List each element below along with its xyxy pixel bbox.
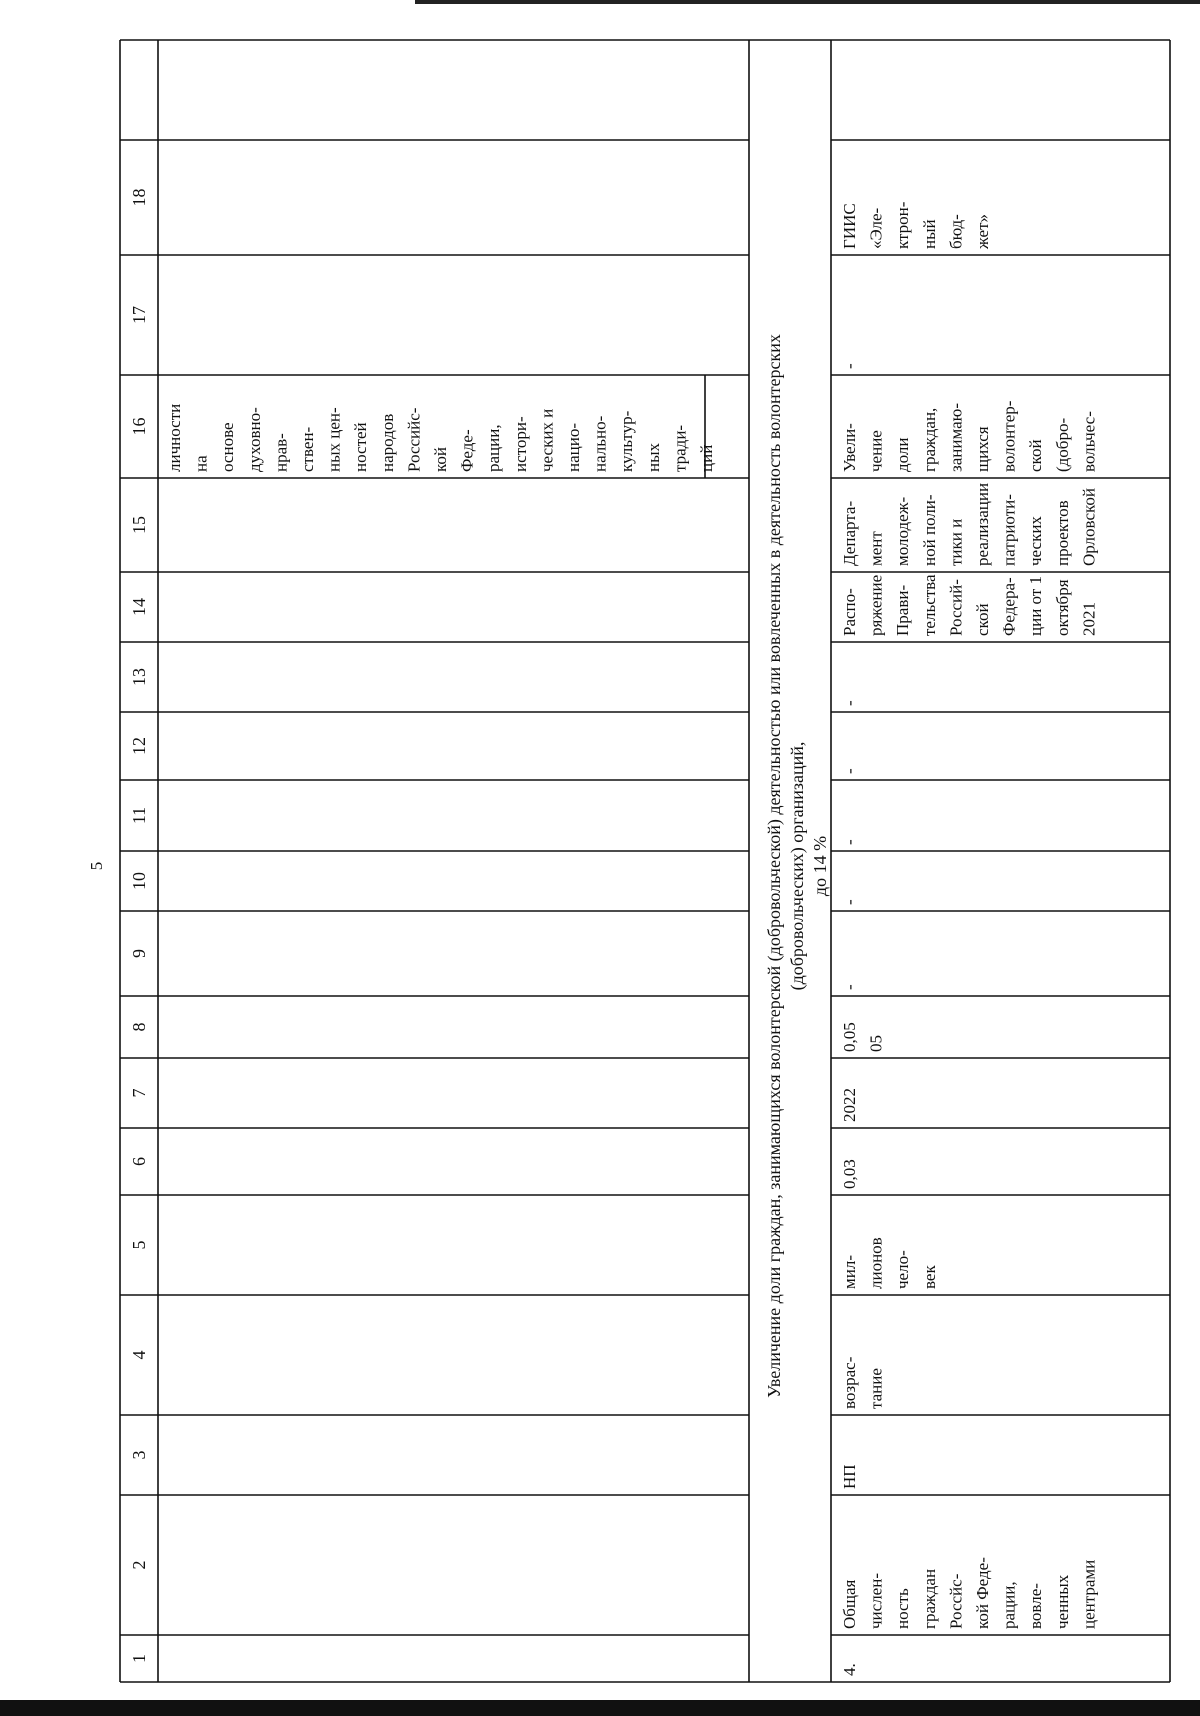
cell-text: - [840, 363, 859, 369]
cell-text: чение [866, 430, 886, 472]
cell-text: чело- [893, 1250, 913, 1289]
cell-text: ской [973, 603, 992, 636]
cell-text: - [840, 839, 859, 845]
cell-text: ций [697, 444, 716, 472]
cell-text: ность [893, 1588, 913, 1629]
cell-text: Россий- [946, 579, 966, 636]
cell-text: ской [1026, 439, 1046, 472]
cell-text: «Эле- [866, 207, 886, 249]
cell-text: Департа- [840, 500, 859, 566]
cell-text: ктрон- [893, 201, 913, 249]
cell-text: ный [919, 219, 939, 249]
section-header-line: до 14 % [810, 835, 830, 897]
cell-text: 2021 [1079, 602, 1099, 636]
cell-text: Общая [840, 1579, 859, 1629]
cell-text: ции от 1 [1026, 576, 1046, 636]
cell-text: проектов [1052, 500, 1072, 566]
column-number: 17 [129, 306, 149, 324]
cell-text: числен- [866, 1573, 886, 1629]
cell-text: рации, [484, 424, 504, 472]
column-number: 13 [129, 668, 149, 686]
cell-text: волонтер- [999, 400, 1019, 472]
column-number: 8 [129, 1022, 149, 1032]
cell-text: возрас- [840, 1356, 859, 1409]
column-number: 9 [129, 949, 149, 958]
cell-text: лионов [866, 1237, 886, 1289]
cell-text: - [840, 984, 859, 990]
cell-text: граждан [919, 1568, 939, 1629]
cell-text: бюд- [946, 214, 966, 249]
cell-text: 0,03 [840, 1159, 859, 1189]
cell-text: 4. [840, 1663, 859, 1676]
column-number: 4 [129, 1350, 149, 1360]
cell-text: Феде- [457, 429, 477, 472]
table-grid [120, 40, 1170, 1682]
column-number: 18 [129, 188, 149, 207]
cell-text: граждан, [919, 407, 939, 472]
cell-text: вовле- [1026, 1583, 1046, 1629]
page-number: 5 [87, 861, 106, 871]
cell-text: октября [1052, 579, 1072, 636]
cell-text: 0,05 [840, 1022, 859, 1052]
cell-text: жет» [973, 214, 992, 249]
cell-text: личности [165, 403, 184, 472]
cell-text: Увели- [840, 423, 859, 472]
cell-text: мил- [840, 1255, 859, 1289]
cell-text: кой [431, 447, 450, 472]
cell-text: Россйс- [946, 1573, 966, 1629]
cell-text: Орловской [1079, 487, 1099, 566]
cell-text: Распо- [840, 588, 859, 636]
cell-text: нацио- [564, 423, 583, 472]
cell-text: ряжение [866, 574, 886, 636]
cell-text: занимаю- [946, 402, 966, 472]
cell-text: ствен- [298, 426, 317, 472]
cell-text: тики и [946, 518, 966, 566]
cell-text: реализации [973, 482, 992, 566]
cell-text: ных [643, 442, 663, 472]
cell-text: доли [893, 437, 913, 472]
scan-edge-bottom [0, 1700, 1200, 1716]
column-number: 1 [129, 1654, 149, 1663]
column-number: 12 [129, 737, 149, 755]
cell-text: - [840, 700, 859, 706]
cell-text: тельства [919, 574, 939, 636]
cell-text: ченных [1052, 1574, 1072, 1629]
cell-text: 2022 [840, 1088, 859, 1122]
cell-text: век [919, 1265, 939, 1289]
cell-text: вольчес- [1079, 411, 1099, 472]
cell-text: истори- [510, 416, 530, 472]
cell-text: нально- [590, 415, 610, 472]
table-text [87, 189, 1098, 1677]
cell-text: тание [866, 1368, 886, 1409]
cell-text: рации, [999, 1581, 1019, 1629]
cell-text: щихся [973, 426, 992, 472]
cell-text: ной поли- [919, 494, 939, 566]
column-number: 10 [129, 872, 149, 890]
column-number: 3 [129, 1450, 149, 1460]
cell-text: ных цен- [324, 407, 344, 472]
column-number: 2 [129, 1560, 149, 1570]
cell-text: центрами [1079, 1559, 1099, 1629]
column-number: 15 [129, 516, 149, 534]
cell-text: ностей [351, 422, 371, 472]
cell-text: Российс- [404, 407, 424, 472]
cell-text: ческих [1026, 516, 1046, 566]
cell-text: патриоти- [999, 494, 1019, 566]
column-number: 16 [129, 417, 149, 436]
cell-text: тради- [670, 424, 690, 472]
cell-text: нрав- [271, 433, 291, 472]
column-number: 11 [129, 806, 149, 825]
section-header-line: (добровольческих) организаций, [787, 741, 807, 991]
cell-text: 05 [866, 1035, 886, 1052]
cell-text: народов [377, 413, 397, 472]
cell-text: кой Феде- [973, 1557, 992, 1629]
cell-text: Прави- [893, 584, 913, 636]
cell-text: мент [866, 531, 886, 566]
column-number: 5 [129, 1240, 149, 1250]
section-header-line: Увеличение доли граждан, занимающихся волонтерской (добровольческой) деятельностью или вовлеченных в деятельность волонтерских [764, 334, 784, 1398]
cell-text: основе [218, 422, 238, 472]
column-number: 14 [129, 598, 149, 616]
column-number: 7 [129, 1088, 149, 1098]
cell-text: Федера- [999, 577, 1019, 636]
cell-text: ГИИС [840, 203, 859, 249]
cell-text: - [840, 899, 859, 905]
cell-text: на [191, 455, 211, 472]
cell-text: молодеж- [893, 496, 913, 566]
cell-text: духовно- [244, 407, 264, 472]
cell-text: (добро- [1052, 417, 1072, 472]
cell-text: НП [840, 1464, 859, 1489]
cell-text: - [840, 768, 859, 774]
cell-text: культур- [617, 410, 637, 472]
cell-text: ческих и [537, 408, 557, 472]
column-number: 6 [129, 1157, 149, 1166]
